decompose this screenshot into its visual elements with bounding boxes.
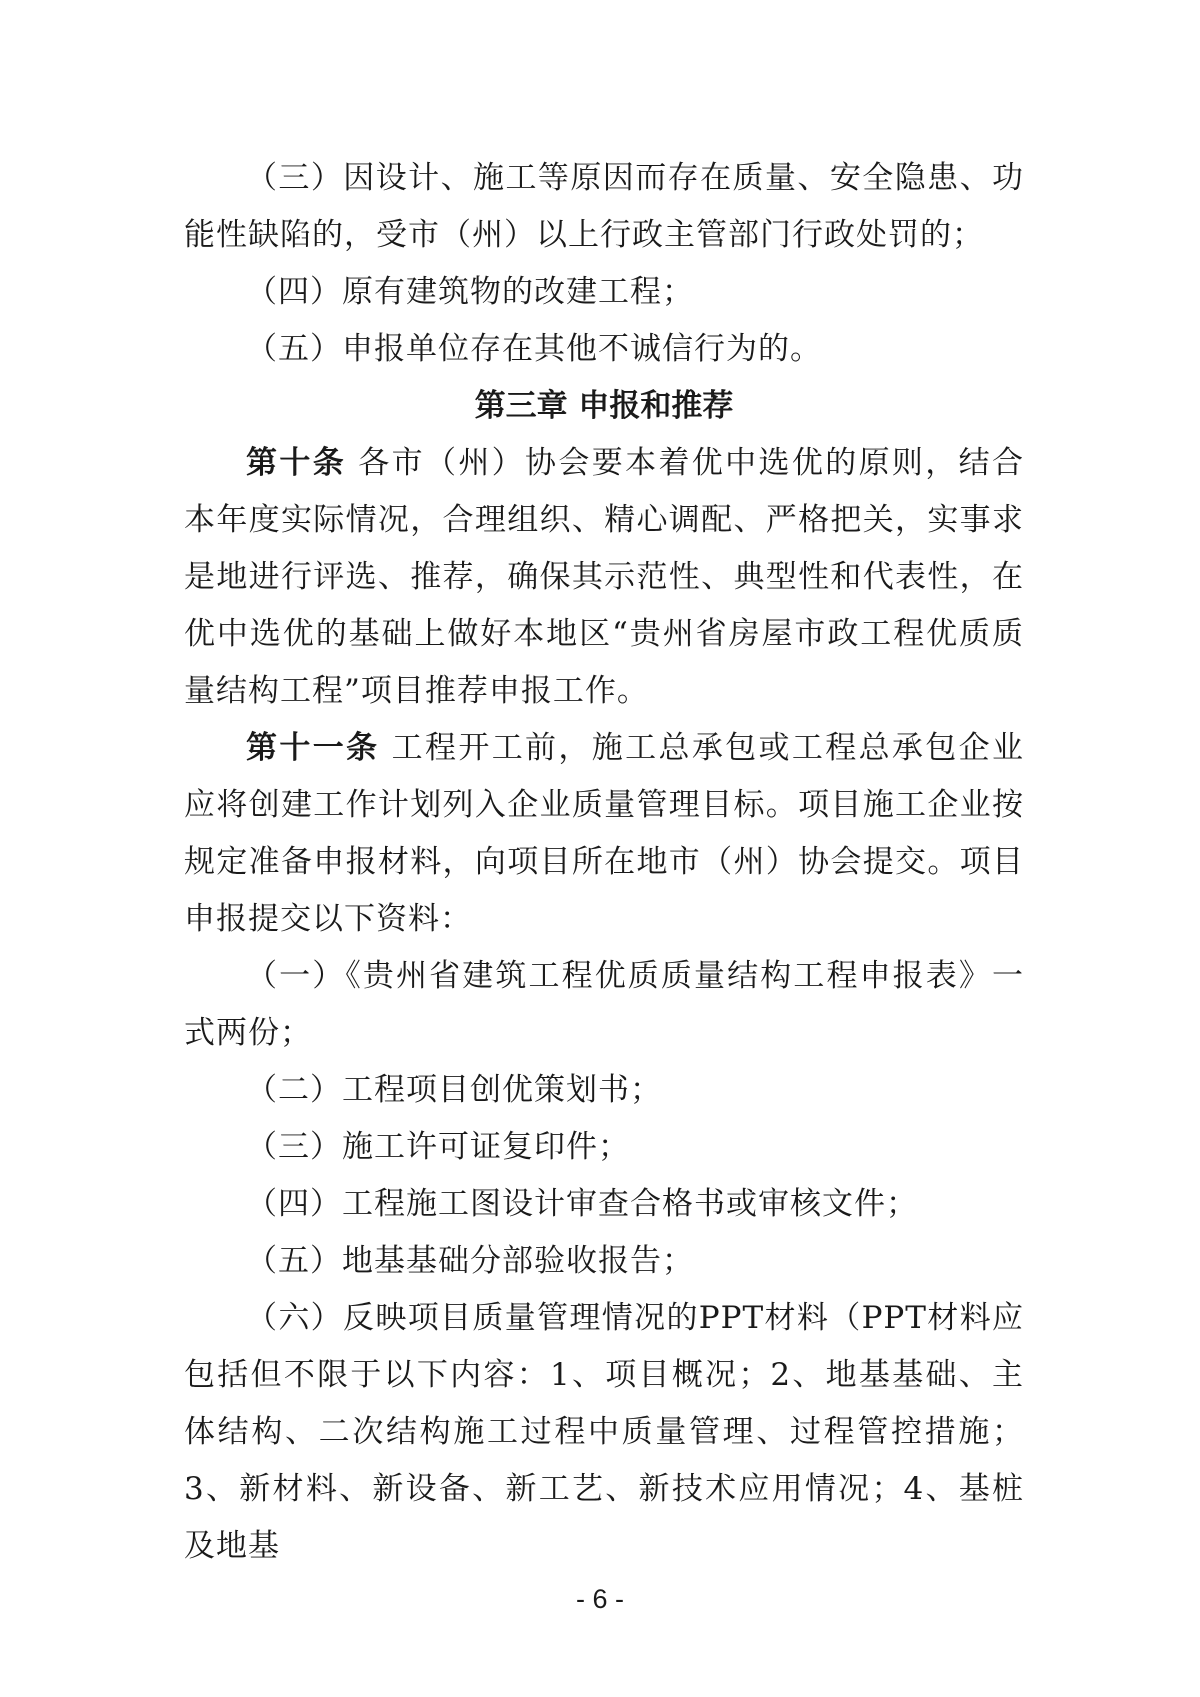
- clause-5-paragraph: （五）申报单位存在其他不诚信行为的。: [246, 331, 822, 367]
- document-body: [184, 150, 1024, 1575]
- list-item-2: （二）工程项目创优策划书；: [246, 1072, 662, 1108]
- list-item-1: （一）《贵州省建筑工程优质质量结构工程申报表》一式两份；: [184, 958, 1024, 1051]
- list-item-3: （三）施工许可证复印件；: [246, 1129, 630, 1165]
- list-item-6: （六）反映项目质量管理情况的PPT材料（PPT材料应包括但不限于以下内容：1、项目概况；2、地基基础、主体结构、二次结构施工过程中质量管理、过程管控措施；3、新材料、新设备、新工艺、新技术应用情况；4、基桩及地基: [184, 1300, 1024, 1564]
- clause-3-paragraph: （三）因设计、施工等原因而存在质量、安全隐患、功能性缺陷的，受市（州）以上行政主管部门行政处罚的；: [184, 160, 1024, 253]
- article-10-label: 第十条: [246, 445, 347, 481]
- chapter-heading: 第三章 申报和推荐: [474, 388, 734, 424]
- article-10-text: 各市（州）协会要本着优中选优的原则，结合本年度实际情况，合理组织、精心调配、严格把关，实事求是地进行评选、推荐，确保其示范性、典型性和代表性，在优中选优的基础上做好本地区“贵州省房屋市政工程优质质量结构工程”项目推荐申报工作。: [184, 445, 1024, 709]
- list-item-4: （四）工程施工图设计审查合格书或审核文件；: [246, 1186, 918, 1222]
- page-number: - 6 -: [575, 1584, 624, 1614]
- clause-4-paragraph: （四）原有建筑物的改建工程；: [246, 274, 694, 310]
- article-11-label: 第十一条: [246, 730, 380, 766]
- article-11-paragraph: [184, 720, 1024, 948]
- list-item-5: （五）地基基础分部验收报告；: [246, 1243, 694, 1279]
- article-11-text: 工程开工前，施工总承包或工程总承包企业应将创建工作计划列入企业质量管理目标。项目施工企业按规定准备申报材料，向项目所在地市（州）协会提交。项目申报提交以下资料：: [184, 730, 1024, 937]
- article-10-paragraph: [184, 435, 1024, 720]
